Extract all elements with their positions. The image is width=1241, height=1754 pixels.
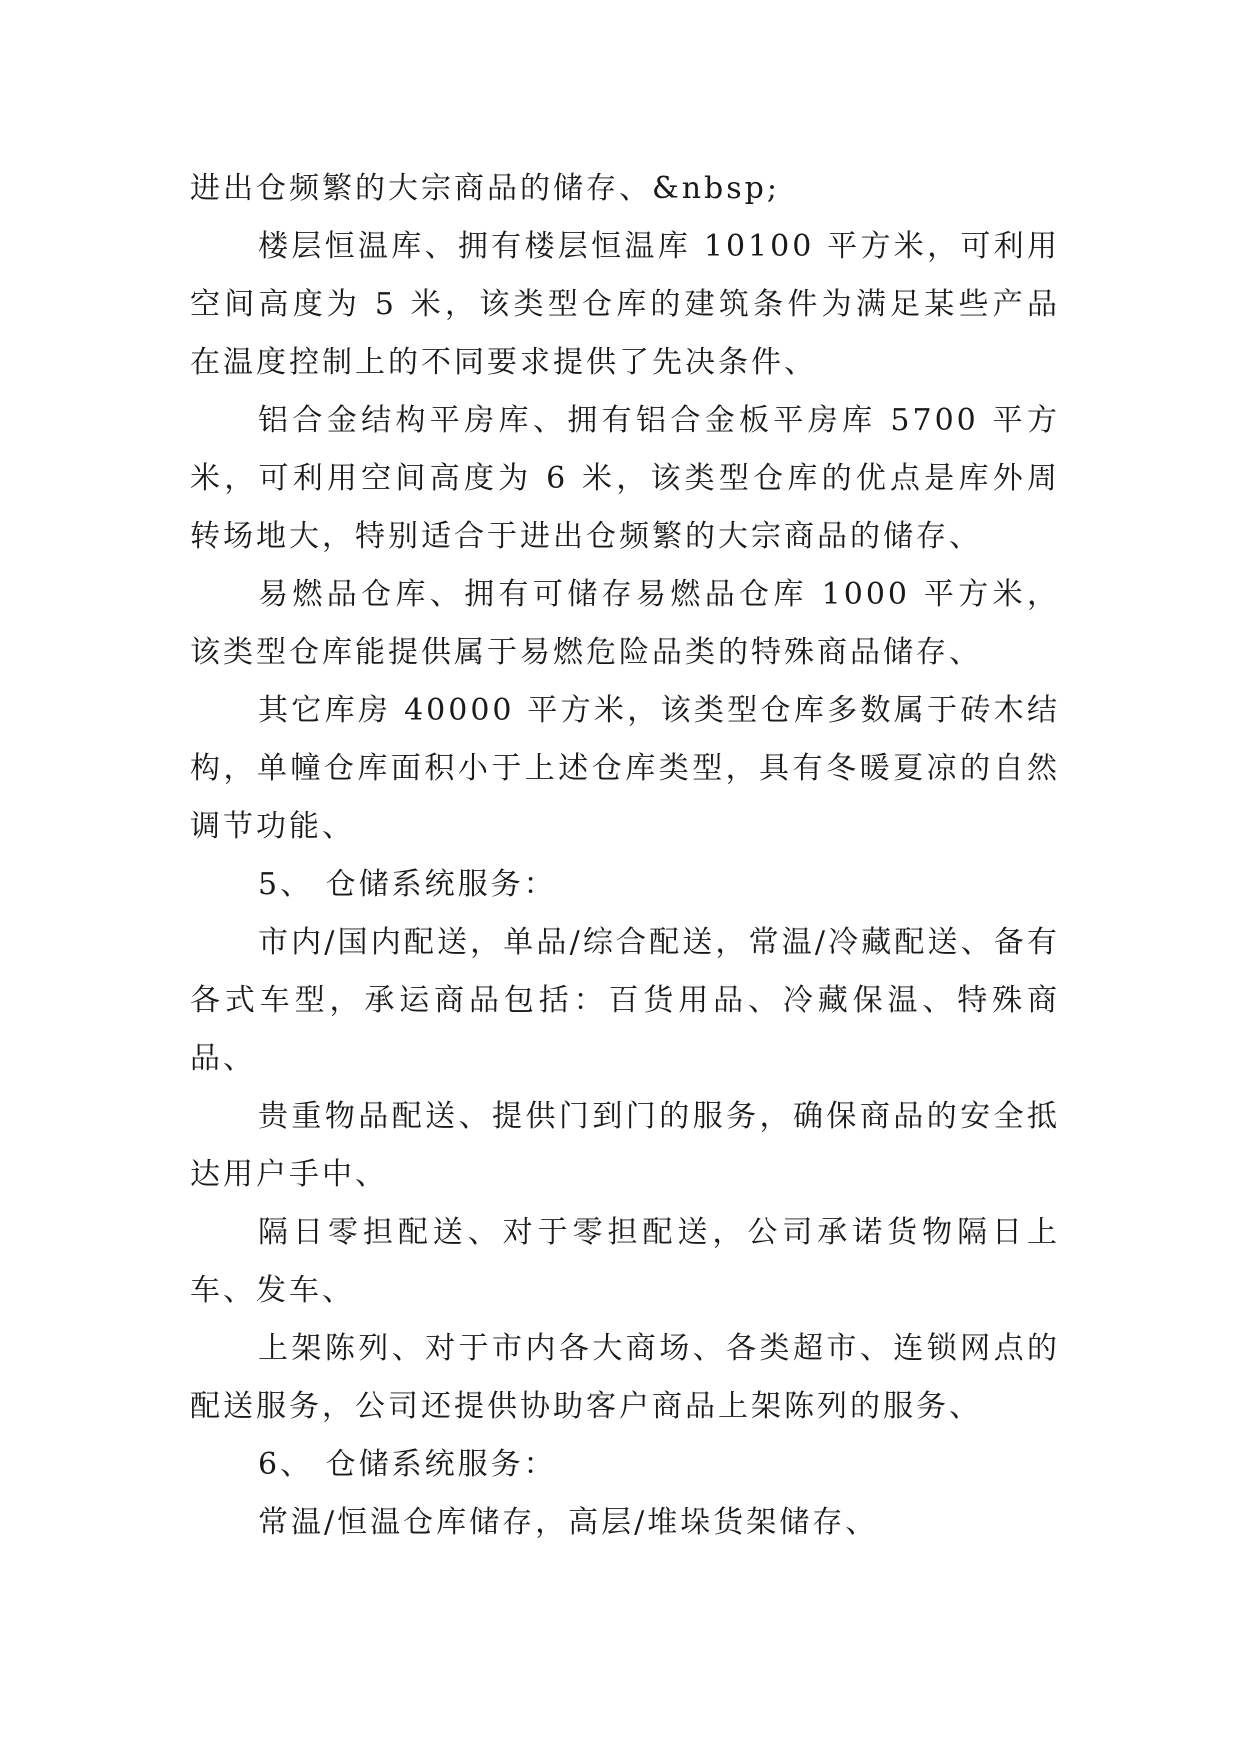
paragraph-8: 贵重物品配送、提供门到门的服务，确保商品的安全抵达用户手中、 xyxy=(190,1099,1060,1192)
paragraph-12: 常温/恒温仓库储存，高层/堆垛货架储存、 xyxy=(258,1505,879,1540)
paragraph-1: 进出仓频繁的大宗商品的储存、&nbsp; xyxy=(190,171,780,206)
document-body xyxy=(190,160,1060,1552)
paragraph-3: 铝合金结构平房库、拥有铝合金板平房库 5700 平方米，可利用空间高度为 6 米，该类型仓库的优点是库外周转场地大，特别适合于进出仓频繁的大宗商品的储存、 xyxy=(190,403,1060,554)
paragraph-2: 楼层恒温库、拥有楼层恒温库 10100 平方米，可利用空间高度为 5 米，该类型仓库的建筑条件为满足某些产品在温度控制上的不同要求提供了先决条件、 xyxy=(190,229,1060,380)
paragraph-4: 易燃品仓库、拥有可储存易燃品仓库 1000 平方米，该类型仓库能提供属于易燃危险品类的特殊商品储存、 xyxy=(190,577,1060,670)
paragraph-5: 其它库房 40000 平方米，该类型仓库多数属于砖木结构，单幢仓库面积小于上述仓库类型，具有冬暖夏凉的自然调节功能、 xyxy=(190,693,1060,844)
section-heading-5: 5、 仓储系统服务： xyxy=(258,867,557,902)
paragraph-10: 上架陈列、对于市内各大商场、各类超市、连锁网点的配送服务，公司还提供协助客户商品上架陈列的服务、 xyxy=(190,1331,1060,1424)
paragraph-7: 市内/国内配送，单品/综合配送，常温/冷藏配送、备有各式车型，承运商品包括：百货用品、冷藏保温、特殊商品、 xyxy=(190,925,1060,1076)
paragraph-9: 隔日零担配送、对于零担配送，公司承诺货物隔日上车、发车、 xyxy=(190,1215,1060,1308)
section-heading-6: 6、 仓储系统服务： xyxy=(258,1447,557,1482)
